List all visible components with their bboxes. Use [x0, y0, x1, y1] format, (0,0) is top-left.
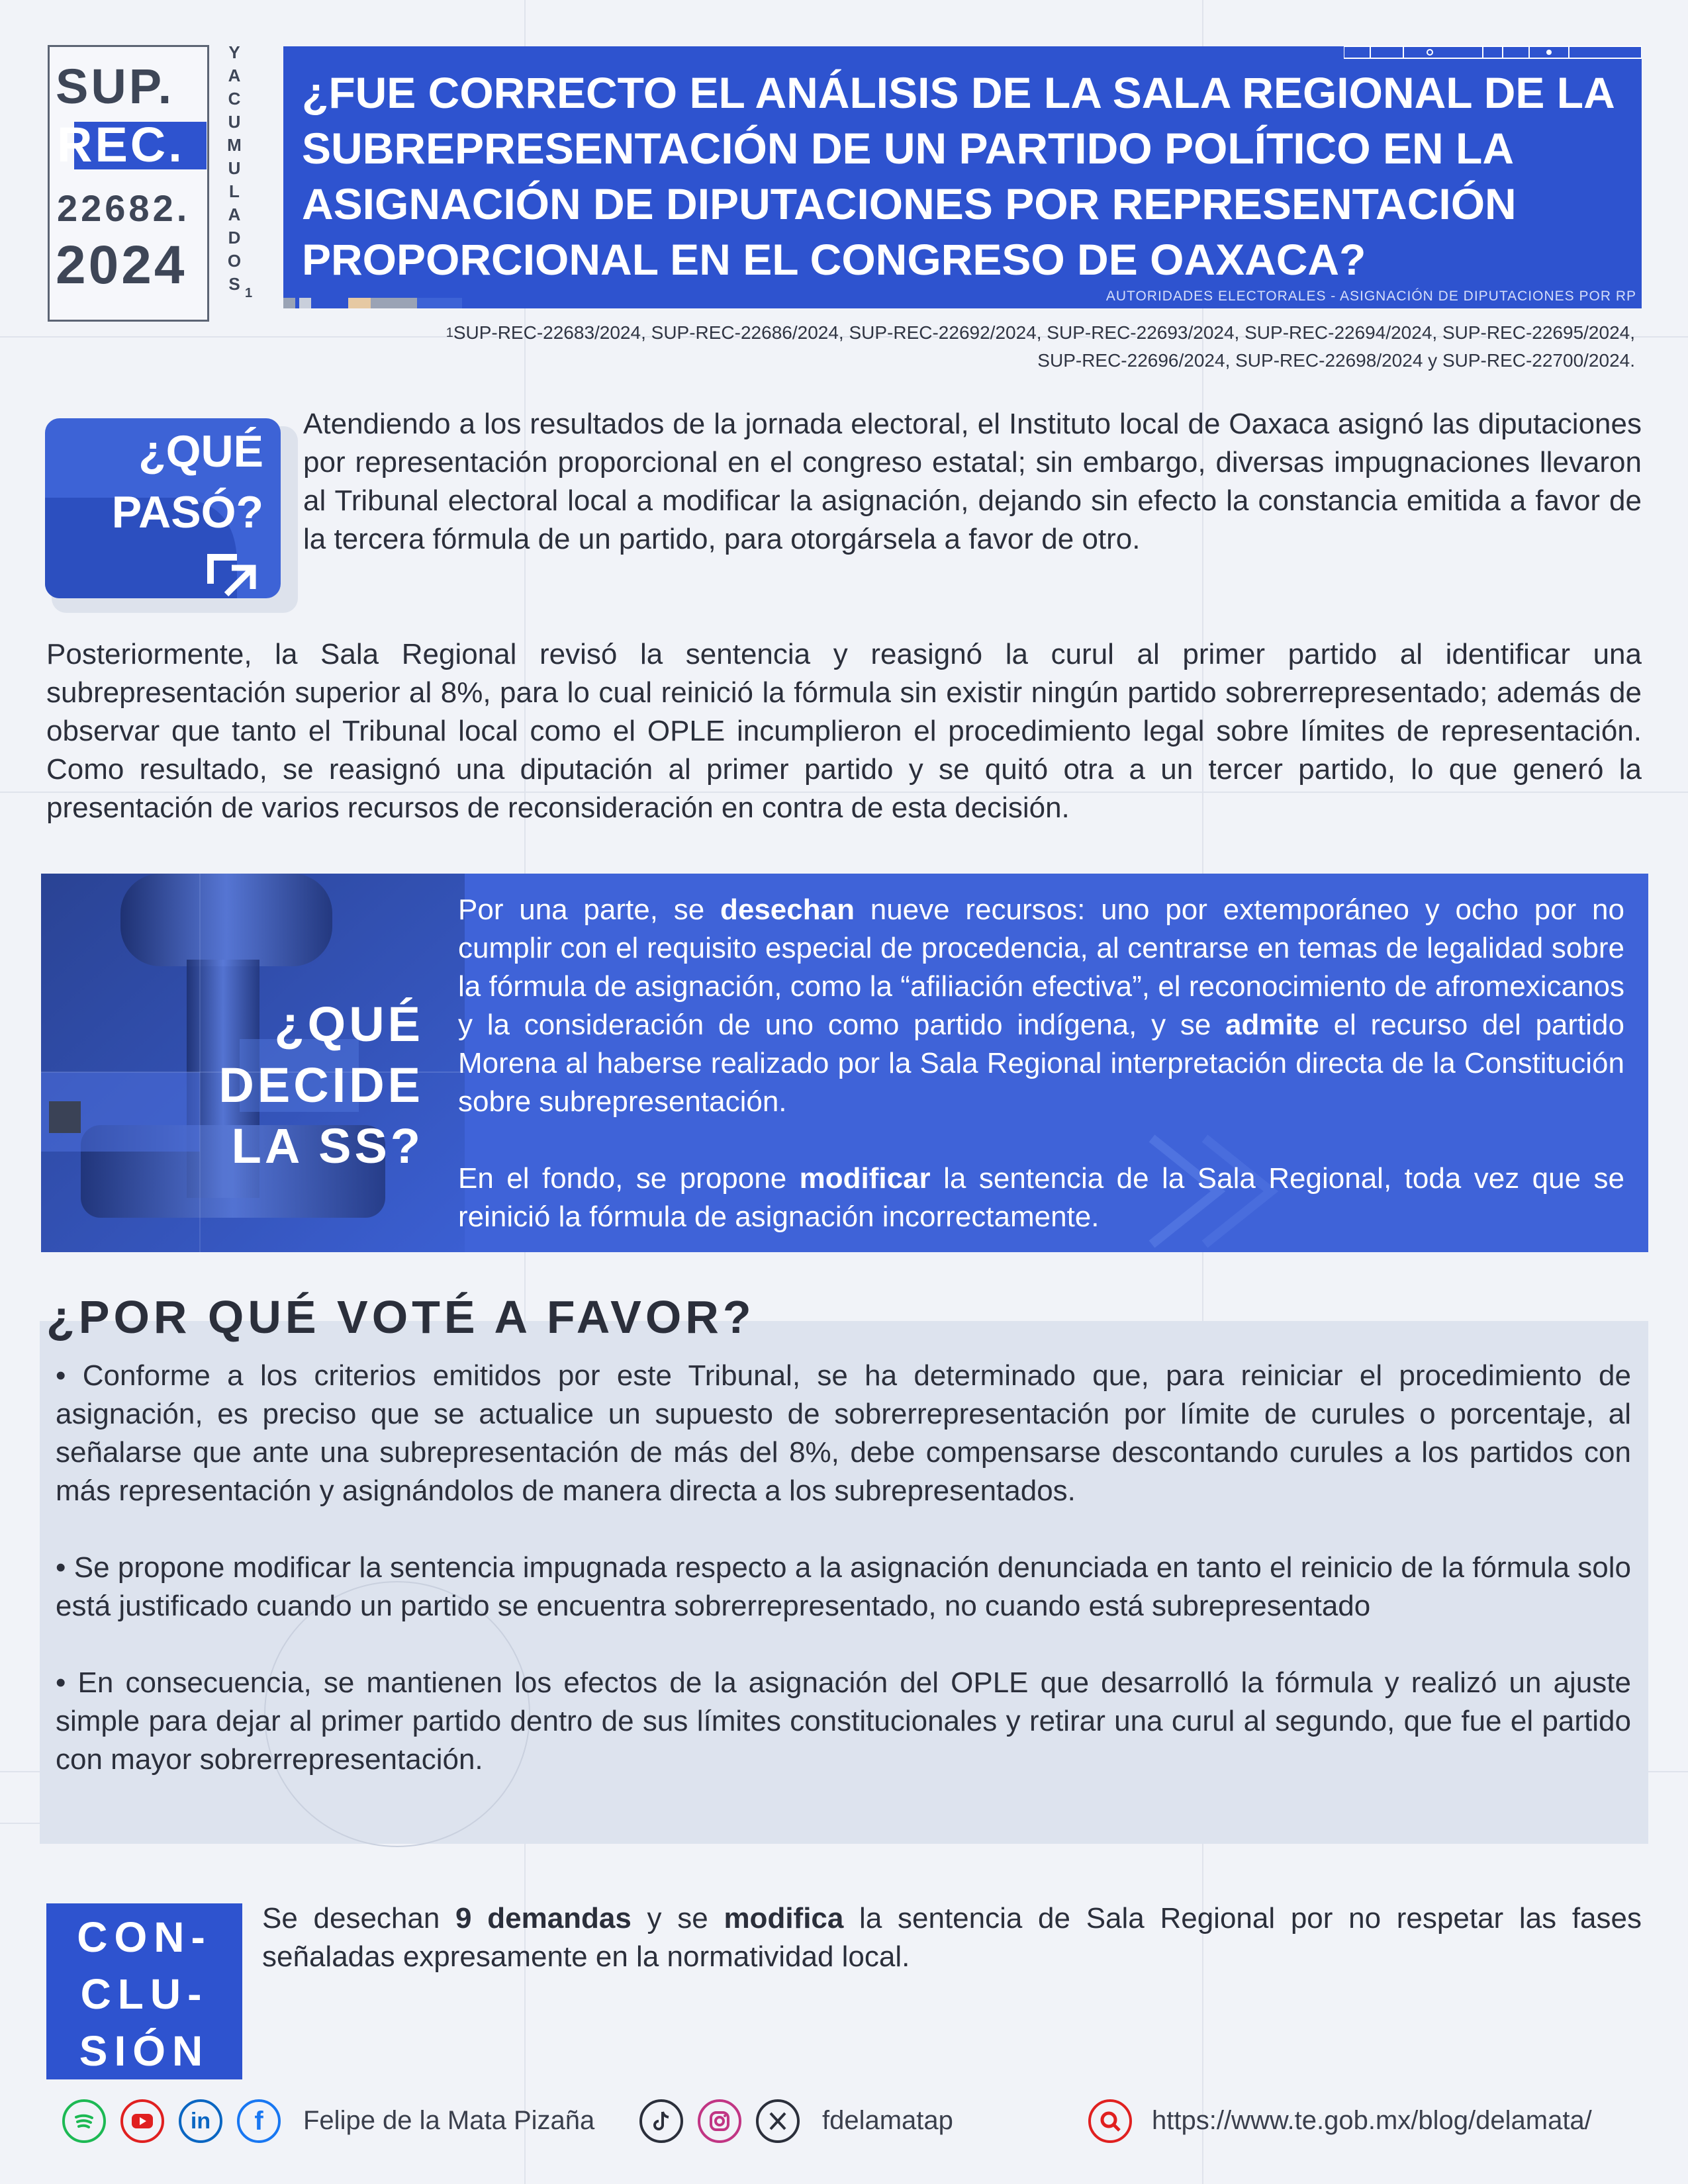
- conclusion-title: [46, 1909, 242, 2079]
- accumulated-letter: U: [228, 158, 241, 178]
- que-decide-title-line2: LA SS?: [231, 1118, 424, 1173]
- que-decide-text: [458, 891, 1624, 1236]
- instagram-icon[interactable]: [698, 2099, 741, 2143]
- decorative-chip: [299, 298, 311, 308]
- case-id-sup: SUP.: [56, 59, 175, 114]
- topic-tag: AUTORIDADES ELECTORALES - ASIGNACIÓN DE DIPUTACIONES POR RP: [1105, 289, 1636, 304]
- text-run: Por una parte, se: [458, 893, 720, 926]
- footnote-mark: 1: [445, 326, 453, 340]
- case-id-rec: REC.: [57, 117, 185, 172]
- que-decide-title: [53, 994, 424, 1177]
- accumulated-letter: D: [228, 228, 241, 248]
- reason-bullet: • En consecuencia, se mantienen los efectos de la asignación del OPLE que desarrolló la fórmula y realizó un ajuste simple para dejar al primer partido dentro de sus límites constitucionales y retirar una curul al segundo, que fue el partido con mayor sobrerrepresentación.: [56, 1666, 1631, 1776]
- por-que-text: [56, 1357, 1631, 1817]
- arrow-up-right-icon: [218, 560, 259, 601]
- accumulated-letter: O: [227, 251, 242, 271]
- que-paso-title-line2: PASÓ?: [111, 487, 263, 537]
- emphasis-modificar: modificar: [799, 1162, 931, 1195]
- que-paso-title-line1: ¿QUÉ: [138, 426, 263, 477]
- accumulated-letter: A: [228, 205, 241, 224]
- linkedin-icon[interactable]: in: [179, 2099, 222, 2143]
- case-id-number: 22682.: [57, 187, 191, 229]
- spotify-icon[interactable]: [62, 2099, 106, 2143]
- text-run: el recurso del partido Morena al haberse realizado por la Sala Regional interpretación directa de la Constitución sobre subrepresentación.: [458, 1009, 1624, 1118]
- conclusion-text: [262, 1899, 1642, 1976]
- background-paragraph: Posteriormente, la Sala Regional revisó la sentencia y reasignó la curul al primer partido al identificar una subrepresentación superior al 8%, para lo cual reinició la fórmula sin existir ningún partido sobrerrepresentado; además de observar que tanto el Tribunal local como el OPLE incumplieron el procedimiento legal sobre límites de representación. Como resultado, se reasignó una diputación al primer partido y se quitó otra a un tercer partido, lo que generó la presentación de varios recursos de reconsideración en contra de esta decisión.: [46, 638, 1642, 824]
- page-title: ¿FUE CORRECTO EL ANÁLISIS DE LA SALA REGIONAL DE LA SUBREPRESENTACIÓN DE UN PARTIDO POLÍTICO EN LA ASIGNACIÓN DE DIPUTACIONES POR REPRESENTACIÓN PROPORCIONAL EN EL CONGRESO DE OAXACA?: [302, 68, 1614, 284]
- decorative-chip: [283, 298, 295, 308]
- accumulated-label: [222, 41, 246, 296]
- decorative-ruler: [1344, 45, 1642, 60]
- emphasis-demandas: 9 demandas: [455, 1902, 632, 1934]
- conclusion-title-line1: CON-: [77, 1913, 212, 1961]
- social-handle: fdelamatap: [822, 2106, 953, 2135]
- text-run: En el fondo, se propone: [458, 1162, 800, 1195]
- case-id-year: 2024: [56, 235, 187, 295]
- accumulated-letters: [222, 41, 246, 296]
- que-decide-title-line1: ¿QUÉ DECIDE: [218, 997, 424, 1113]
- reason-bullet: • Conforme a los criterios emitidos por este Tribunal, se ha determinado que, para reiniciar el procedimiento de asignación, es preciso que se actualice un supuesto de sobrerrepresentación por límite de curules o porcentaje, al señalarse que ante una subrepresentación de más del 8%, debe compensarse descontando curules a los partidos con más representación y asignándolos de manera directa a los subrepresentados.: [56, 1359, 1631, 1507]
- footnote-line1: SUP-REC-22683/2024, SUP-REC-22686/2024, SUP-REC-22692/2024, SUP-REC-22693/2024, SUP-REC-22694/2024, SUP-REC-22695/2024,: [453, 322, 1635, 343]
- accumulated-letter: C: [228, 89, 241, 109]
- decorative-chip: [371, 298, 417, 308]
- emphasis-admite: admite: [1225, 1009, 1319, 1041]
- decorative-chip: [417, 298, 462, 308]
- author-name: Felipe de la Mata Pizaña: [303, 2106, 595, 2135]
- tiktok-icon[interactable]: [639, 2099, 683, 2143]
- conclusion-title-line2: CLU-: [80, 1970, 209, 2018]
- que-decide-paragraph1: [458, 891, 1624, 1121]
- que-paso-title: [79, 421, 263, 543]
- footnote-line2: SUP-REC-22696/2024, SUP-REC-22698/2024 y SUP-REC-22700/2024.: [1037, 350, 1635, 371]
- reason-bullet: • Se propone modificar la sentencia impugnada respecto a la asignación denunciada en tanto el reinicio de la fórmula solo está justificado cuando un partido se encuentra sobrerrepresentado, no cuando está subrepresentado: [56, 1551, 1631, 1622]
- footnote: [258, 319, 1635, 375]
- accumulated-letter: M: [227, 135, 242, 155]
- text-run: la sentencia de Sala Regional por no respetar las fases señaladas expresamente en la normatividad local.: [262, 1902, 1642, 1973]
- accumulated-letter: U: [228, 112, 241, 132]
- accumulated-superscript: 1: [245, 286, 253, 300]
- accumulated-letter: L: [229, 181, 240, 201]
- text-run: y se: [631, 1902, 724, 1934]
- x-icon[interactable]: [756, 2099, 800, 2143]
- facebook-icon[interactable]: f: [237, 2099, 281, 2143]
- accumulated-letter: S: [228, 274, 240, 294]
- text-run: la sentencia de la Sala Regional, toda vez que se reinició la fórmula de asignación incorrectamente.: [458, 1162, 1625, 1233]
- emphasis-desechan: desechan: [720, 893, 855, 926]
- blog-url-link[interactable]: https://www.te.gob.mx/blog/delamata/: [1152, 2106, 1592, 2135]
- que-paso-paragraph: Atendiendo a los resultados de la jornada electoral, el Instituto local de Oaxaca asignó las diputaciones por representación proporcional en el congreso estatal; sin embargo, diversas impugnaciones llevaron al Tribunal electoral local a modificar la asignación, dejando sin efecto la constancia emitida a favor de la tercera fórmula de un partido, para otorgársela a favor de otro.: [303, 408, 1642, 555]
- que-decide-paragraph2: [458, 1160, 1624, 1236]
- youtube-icon[interactable]: [120, 2099, 164, 2143]
- accumulated-letter: Y: [228, 42, 240, 62]
- emphasis-modifica: modifica: [724, 1902, 844, 1934]
- accumulated-letter: A: [228, 66, 241, 85]
- text-run: Se desechan: [262, 1902, 456, 1934]
- text-run: nueve recursos: uno por extemporáneo y ocho por no cumplir con el requisito especial de procedencia, al centrarse en temas de legalidad sobre la fórmula de asignación, como la “afiliación efectiva”, el reconocimiento de afromexicanos y la consideración de uno como partido indígena, y se: [458, 893, 1625, 1041]
- search-icon[interactable]: [1088, 2099, 1132, 2143]
- por-que-title: ¿POR QUÉ VOTÉ A FAVOR?: [46, 1291, 755, 1343]
- conclusion-title-line3: SIÓN: [79, 2027, 210, 2075]
